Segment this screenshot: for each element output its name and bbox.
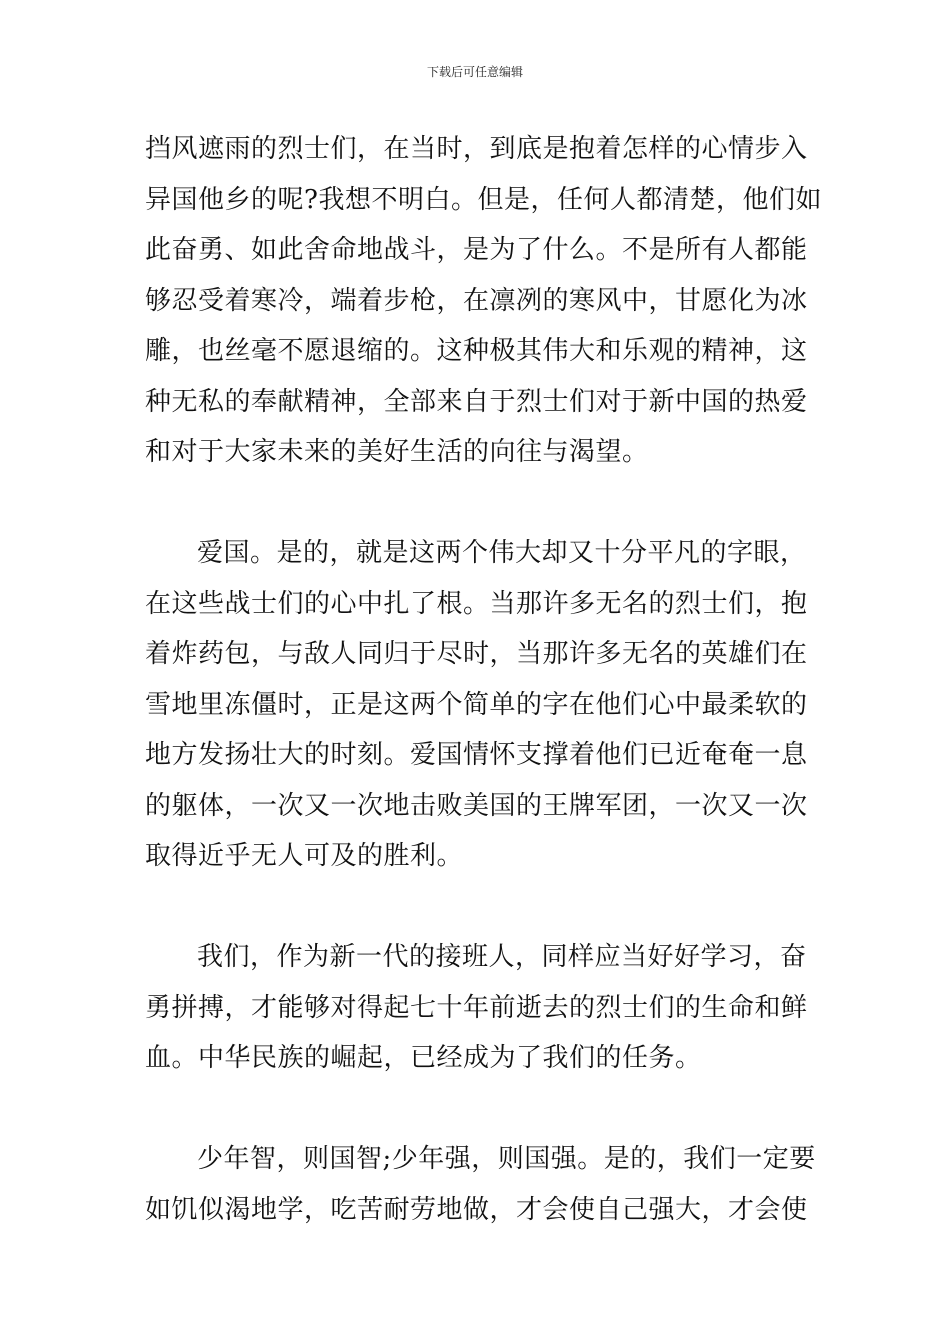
paragraph-1 [145, 124, 822, 478]
document-body [145, 124, 822, 1235]
paragraph-4 [145, 1134, 816, 1235]
text-line: 异国他乡的呢?我想不明白。但是，任何人都清楚，他们如 [145, 184, 822, 215]
text-line: 血。中华民族的崛起，已经成为了我们的任务。 [145, 1043, 702, 1073]
paragraph-2 [145, 528, 813, 882]
text-line: 少年智，则国智;少年强，则国强。是的，我们一定要 [197, 1144, 816, 1174]
paragraph-spacer [145, 1084, 813, 1135]
text-line: 此奋勇、如此舍命地战斗，是为了什么。不是所有人都能 [145, 235, 808, 265]
paragraph-spacer [145, 882, 813, 933]
text-line: 够忍受着寒冷，端着步枪，在凛冽的寒风中，甘愿化为冰 [145, 285, 808, 316]
text-line: 在这些战士们的心中扎了根。当那许多无名的烈士们，抱 [145, 588, 808, 619]
text-line: 种无私的奉献精神，全部来自于烈士们对于新中国的热爱 [145, 386, 808, 417]
text-line: 爱国。是的，就是这两个伟大却又十分平凡的字眼， [197, 538, 807, 568]
text-line: 着炸药包，与敌人同归于尽时，当那许多无名的英雄们在 [145, 639, 808, 669]
text-line: 我们，作为新一代的接班人，同样应当好好学习，奋 [197, 942, 807, 972]
text-line: 雕，也丝毫不愿退缩的。这种极其伟大和乐观的精神，这 [145, 336, 808, 366]
text-line: 和对于大家未来的美好生活的向往与渴望。 [145, 437, 649, 467]
text-line: 雪地里冻僵时，正是这两个简单的字在他们心中最柔软的 [145, 689, 808, 720]
text-line: 如饥似渴地学，吃苦耐劳地做，才会使自己强大，才会使 [145, 1194, 808, 1225]
text-line: 的躯体，一次又一次地击败美国的王牌军团，一次又一次 [145, 790, 808, 821]
text-line: 地方发扬壮大的时刻。爱国情怀支撑着他们已近奄奄一息 [145, 740, 808, 770]
text-line: 挡风遮雨的烈士们，在当时，到底是抱着怎样的心情步入 [145, 134, 808, 164]
paragraph-spacer [145, 478, 813, 529]
text-line: 勇拼搏，才能够对得起七十年前逝去的烈士们的生命和鲜 [145, 992, 808, 1023]
text-line: 取得近乎无人可及的胜利。 [145, 841, 464, 871]
page-header: 下载后可任意编辑 [426, 65, 523, 79]
paragraph-3 [145, 932, 813, 1084]
